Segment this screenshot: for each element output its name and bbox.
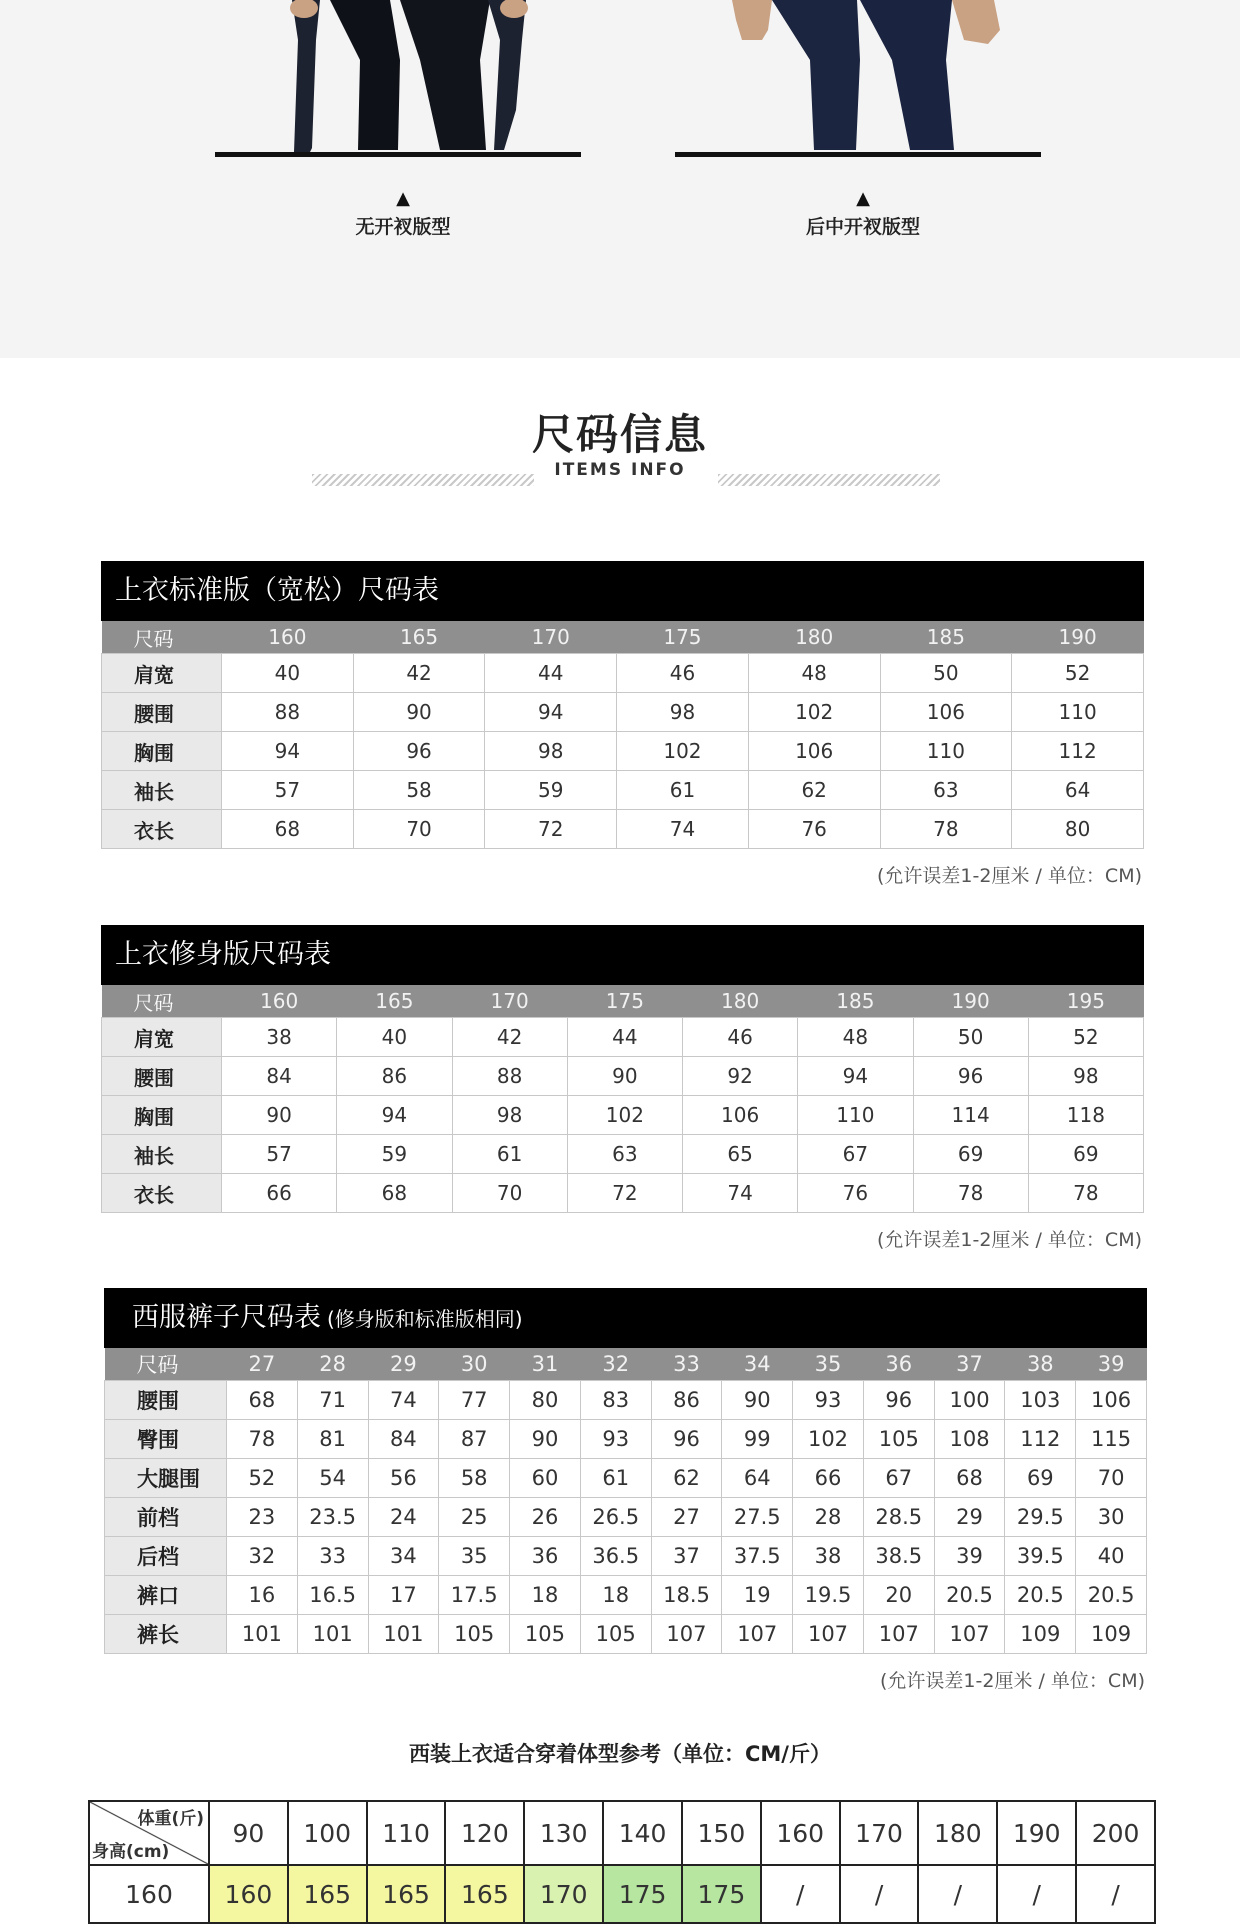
header-cell: 28 (297, 1348, 368, 1381)
size-value-cell: 78 (913, 1174, 1028, 1213)
header-cell: 29 (368, 1348, 439, 1381)
size-value-cell: 70 (1076, 1459, 1147, 1498)
size-table (101, 985, 1144, 1213)
header-cell: 27 (227, 1348, 298, 1381)
size-value-cell: 103 (1005, 1381, 1076, 1420)
size-value-cell: 16.5 (297, 1576, 368, 1615)
header-cell: 180 (748, 621, 880, 654)
size-value-cell: 67 (798, 1135, 913, 1174)
size-value-cell: 52 (227, 1459, 298, 1498)
header-cell: 尺码 (102, 621, 222, 654)
header-cell: 33 (651, 1348, 722, 1381)
size-value-cell: 90 (722, 1381, 793, 1420)
size-value-cell: 57 (222, 1135, 337, 1174)
table-row (105, 1615, 1147, 1654)
size-value-cell: 112 (1005, 1420, 1076, 1459)
header-cell: 39 (1076, 1348, 1147, 1381)
header-cell: 195 (1028, 985, 1143, 1018)
slim-jacket-size-table (101, 925, 1144, 1252)
size-value-cell: 101 (227, 1615, 298, 1654)
size-value-cell: 33 (297, 1537, 368, 1576)
header-cell: 185 (880, 621, 1012, 654)
size-value-cell: 94 (222, 732, 354, 771)
size-value-cell: 56 (368, 1459, 439, 1498)
pants-size-table (104, 1288, 1147, 1693)
size-value-cell: 29 (934, 1498, 1005, 1537)
header-cell: 尺码 (105, 1348, 227, 1381)
table-row (105, 1420, 1147, 1459)
header-cell: 160 (222, 985, 337, 1018)
weight-header-cell: 200 (1076, 1801, 1155, 1865)
header-cell: 30 (439, 1348, 510, 1381)
weight-header-cell: 100 (288, 1801, 367, 1865)
size-value-cell: 32 (227, 1537, 298, 1576)
size-value-cell: 64 (1012, 771, 1144, 810)
size-value-cell: 42 (353, 654, 485, 693)
size-value-cell: 63 (880, 771, 1012, 810)
triangle-up-icon: ▲ (856, 188, 870, 209)
size-value-cell: 68 (934, 1459, 1005, 1498)
size-value-cell: 98 (617, 693, 749, 732)
size-value-cell: 112 (1012, 732, 1144, 771)
tolerance-note: (允许误差1-2厘米 / 单位：CM) (877, 1229, 1142, 1251)
table-row (105, 1576, 1147, 1615)
size-value-cell: 90 (567, 1057, 682, 1096)
size-value-cell: 107 (651, 1615, 722, 1654)
fit-size-cell: / (840, 1865, 919, 1923)
size-value-cell: 74 (368, 1381, 439, 1420)
table-row (102, 693, 1144, 732)
table-header-row (105, 1348, 1147, 1381)
size-value-cell: 50 (913, 1018, 1028, 1057)
size-value-cell: 69 (1028, 1135, 1143, 1174)
size-value-cell: 90 (353, 693, 485, 732)
size-value-cell: 64 (722, 1459, 793, 1498)
model-legs-image-right (732, 0, 1002, 152)
weight-header-cell: 160 (761, 1801, 840, 1865)
size-value-cell: 59 (485, 771, 617, 810)
size-table (104, 1348, 1147, 1654)
header-cell: 180 (683, 985, 798, 1018)
table-row (102, 1096, 1144, 1135)
size-value-cell: 46 (617, 654, 749, 693)
size-value-cell: 80 (510, 1381, 581, 1420)
fit-size-cell: / (918, 1865, 997, 1923)
size-value-cell: 50 (880, 654, 1012, 693)
size-value-cell: 68 (337, 1174, 452, 1213)
size-value-cell: 42 (452, 1018, 567, 1057)
size-value-cell: 20.5 (934, 1576, 1005, 1615)
size-value-cell: 17.5 (439, 1576, 510, 1615)
row-label: 肩宽 (102, 654, 222, 693)
caption-no-vent (303, 190, 503, 239)
weight-header-cell: 90 (209, 1801, 288, 1865)
size-value-cell: 69 (913, 1135, 1028, 1174)
weight-header-row (89, 1801, 1155, 1865)
size-value-cell: 26 (510, 1498, 581, 1537)
header-cell: 34 (722, 1348, 793, 1381)
size-value-cell: 107 (863, 1615, 934, 1654)
size-value-cell: 19.5 (793, 1576, 864, 1615)
size-value-cell: 67 (863, 1459, 934, 1498)
size-value-cell: 18.5 (651, 1576, 722, 1615)
size-value-cell: 39.5 (1005, 1537, 1076, 1576)
size-value-cell: 98 (485, 732, 617, 771)
row-label: 大腿围 (105, 1459, 227, 1498)
size-value-cell: 101 (297, 1615, 368, 1654)
fit-size-cell: 170 (524, 1865, 603, 1923)
size-value-cell: 94 (337, 1096, 452, 1135)
size-value-cell: 84 (368, 1420, 439, 1459)
header-cell: 185 (798, 985, 913, 1018)
size-value-cell: 52 (1012, 654, 1144, 693)
size-value-cell: 84 (222, 1057, 337, 1096)
size-value-cell: 35 (439, 1537, 510, 1576)
size-value-cell: 109 (1005, 1615, 1076, 1654)
size-value-cell: 19 (722, 1576, 793, 1615)
row-label: 臀围 (105, 1420, 227, 1459)
table-row (105, 1381, 1147, 1420)
fit-size-cell: 165 (367, 1865, 446, 1923)
size-value-cell: 48 (798, 1018, 913, 1057)
row-label: 裤长 (105, 1615, 227, 1654)
caption-center-vent (763, 190, 963, 239)
size-value-cell: 105 (580, 1615, 651, 1654)
table-title-note: (修身版和标准版相同) (327, 1307, 523, 1331)
table-header-row (102, 621, 1144, 654)
table-row (102, 1018, 1144, 1057)
header-cell: 175 (617, 621, 749, 654)
weight-axis-label: 体重(斤) (137, 1809, 204, 1829)
size-value-cell: 88 (452, 1057, 567, 1096)
size-value-cell: 78 (227, 1420, 298, 1459)
table-row (105, 1459, 1147, 1498)
size-value-cell: 40 (1076, 1537, 1147, 1576)
header-cell: 36 (863, 1348, 934, 1381)
size-value-cell: 93 (793, 1381, 864, 1420)
row-label: 衣长 (102, 1174, 222, 1213)
row-label: 袖长 (102, 1135, 222, 1174)
size-value-cell: 23 (227, 1498, 298, 1537)
weight-header-cell: 140 (603, 1801, 682, 1865)
size-value-cell: 90 (222, 1096, 337, 1135)
size-value-cell: 110 (798, 1096, 913, 1135)
size-value-cell: 68 (222, 810, 354, 849)
table-header-row (102, 985, 1144, 1018)
size-value-cell: 94 (485, 693, 617, 732)
decor-stripe-left (312, 474, 534, 486)
size-value-cell: 16 (227, 1576, 298, 1615)
row-label: 后档 (105, 1537, 227, 1576)
weight-header-cell: 120 (445, 1801, 524, 1865)
size-value-cell: 37.5 (722, 1537, 793, 1576)
height-axis-label: 身高(cm) (92, 1842, 170, 1862)
weight-header-cell: 170 (840, 1801, 919, 1865)
size-value-cell: 18 (510, 1576, 581, 1615)
row-label: 腰围 (102, 693, 222, 732)
size-value-cell: 66 (222, 1174, 337, 1213)
size-value-cell: 36.5 (580, 1537, 651, 1576)
size-value-cell: 81 (297, 1420, 368, 1459)
size-value-cell: 102 (793, 1420, 864, 1459)
header-cell: 190 (913, 985, 1028, 1018)
size-value-cell: 37 (651, 1537, 722, 1576)
table-row (102, 810, 1144, 849)
size-value-cell: 100 (934, 1381, 1005, 1420)
decor-stripe-right (718, 474, 940, 486)
size-value-cell: 106 (748, 732, 880, 771)
product-photo-section (0, 0, 1240, 358)
size-value-cell: 38 (222, 1018, 337, 1057)
size-value-cell: 59 (337, 1135, 452, 1174)
fit-size-cell: / (1076, 1865, 1155, 1923)
table-row (102, 1174, 1144, 1213)
row-label: 胸围 (102, 732, 222, 771)
row-label: 裤口 (105, 1576, 227, 1615)
table-row (102, 654, 1144, 693)
header-cell: 170 (452, 985, 567, 1018)
size-value-cell: 70 (452, 1174, 567, 1213)
size-value-cell: 96 (651, 1420, 722, 1459)
weight-header-cell: 150 (682, 1801, 761, 1865)
table-title: 西服裤子尺码表 (132, 1302, 321, 1333)
fit-size-cell: / (761, 1865, 840, 1923)
size-value-cell: 34 (368, 1537, 439, 1576)
size-value-cell: 71 (297, 1381, 368, 1420)
size-value-cell: 72 (567, 1174, 682, 1213)
tolerance-note: (允许误差1-2厘米 / 单位：CM) (877, 865, 1142, 887)
size-value-cell: 78 (1028, 1174, 1143, 1213)
model-legs-image-left (290, 0, 530, 152)
size-value-cell: 86 (651, 1381, 722, 1420)
size-value-cell: 110 (1012, 693, 1144, 732)
height-row (89, 1865, 1155, 1923)
weight-header-cell: 130 (524, 1801, 603, 1865)
size-value-cell: 98 (452, 1096, 567, 1135)
row-label: 腰围 (102, 1057, 222, 1096)
row-label: 袖长 (102, 771, 222, 810)
header-cell: 32 (580, 1348, 651, 1381)
size-value-cell: 62 (748, 771, 880, 810)
floor-line-left (215, 152, 581, 157)
size-value-cell: 106 (880, 693, 1012, 732)
size-value-cell: 74 (683, 1174, 798, 1213)
size-value-cell: 17 (368, 1576, 439, 1615)
table-row (105, 1537, 1147, 1576)
size-value-cell: 105 (439, 1615, 510, 1654)
row-label: 前档 (105, 1498, 227, 1537)
size-value-cell: 107 (722, 1615, 793, 1654)
size-value-cell: 57 (222, 771, 354, 810)
size-value-cell: 96 (353, 732, 485, 771)
table-row (102, 732, 1144, 771)
size-value-cell: 58 (353, 771, 485, 810)
size-value-cell: 88 (222, 693, 354, 732)
fit-size-cell: 165 (288, 1865, 367, 1923)
size-value-cell: 102 (617, 732, 749, 771)
weight-header-cell: 110 (367, 1801, 446, 1865)
weight-header-cell: 190 (997, 1801, 1076, 1865)
header-cell: 37 (934, 1348, 1005, 1381)
size-value-cell: 52 (1028, 1018, 1143, 1057)
triangle-up-icon: ▲ (396, 188, 410, 209)
size-value-cell: 107 (934, 1615, 1005, 1654)
size-value-cell: 102 (567, 1096, 682, 1135)
section-title: 尺码信息 (531, 410, 708, 459)
row-label: 衣长 (102, 810, 222, 849)
size-value-cell: 27 (651, 1498, 722, 1537)
row-label: 胸围 (102, 1096, 222, 1135)
header-cell: 38 (1005, 1348, 1076, 1381)
size-value-cell: 94 (798, 1057, 913, 1096)
size-value-cell: 68 (227, 1381, 298, 1420)
size-value-cell: 93 (580, 1420, 651, 1459)
size-value-cell: 36 (510, 1537, 581, 1576)
section-heading (0, 410, 1240, 480)
size-value-cell: 105 (510, 1615, 581, 1654)
size-value-cell: 106 (1076, 1381, 1147, 1420)
size-value-cell: 98 (1028, 1057, 1143, 1096)
size-value-cell: 18 (580, 1576, 651, 1615)
size-value-cell: 23.5 (297, 1498, 368, 1537)
size-value-cell: 61 (617, 771, 749, 810)
size-value-cell: 30 (1076, 1498, 1147, 1537)
size-value-cell: 24 (368, 1498, 439, 1537)
header-cell: 160 (222, 621, 354, 654)
size-value-cell: 69 (1005, 1459, 1076, 1498)
size-value-cell: 74 (617, 810, 749, 849)
header-cell: 175 (567, 985, 682, 1018)
size-value-cell: 114 (913, 1096, 1028, 1135)
corner-cell (89, 1801, 209, 1865)
size-value-cell: 65 (683, 1135, 798, 1174)
size-value-cell: 38.5 (863, 1537, 934, 1576)
size-value-cell: 48 (748, 654, 880, 693)
table-title: 上衣修身版尺码表 (101, 925, 1144, 985)
size-value-cell: 44 (567, 1018, 682, 1057)
table-row (102, 771, 1144, 810)
size-value-cell: 29.5 (1005, 1498, 1076, 1537)
header-cell: 170 (485, 621, 617, 654)
fit-size-cell: 165 (445, 1865, 524, 1923)
table-title-bar (104, 1288, 1147, 1348)
height-label-cell: 160 (89, 1865, 209, 1923)
size-value-cell: 38 (793, 1537, 864, 1576)
size-value-cell: 83 (580, 1381, 651, 1420)
size-value-cell: 118 (1028, 1096, 1143, 1135)
size-value-cell: 80 (1012, 810, 1144, 849)
header-cell: 尺码 (102, 985, 222, 1018)
size-value-cell: 20 (863, 1576, 934, 1615)
size-value-cell: 58 (439, 1459, 510, 1498)
size-value-cell: 70 (353, 810, 485, 849)
size-table (101, 621, 1144, 849)
size-value-cell: 20.5 (1005, 1576, 1076, 1615)
size-value-cell: 20.5 (1076, 1576, 1147, 1615)
tolerance-note: (允许误差1-2厘米 / 单位：CM) (880, 1670, 1145, 1692)
row-label: 肩宽 (102, 1018, 222, 1057)
caption-center-vent-label: 后中开衩版型 (805, 216, 920, 238)
header-cell: 35 (793, 1348, 864, 1381)
weight-header-cell: 180 (918, 1801, 997, 1865)
size-value-cell: 61 (452, 1135, 567, 1174)
size-value-cell: 86 (337, 1057, 452, 1096)
size-value-cell: 92 (683, 1057, 798, 1096)
size-value-cell: 63 (567, 1135, 682, 1174)
size-value-cell: 76 (798, 1174, 913, 1213)
section-subtitle: ITEMS INFO (554, 460, 686, 480)
size-value-cell: 106 (683, 1096, 798, 1135)
size-value-cell: 40 (222, 654, 354, 693)
size-value-cell: 66 (793, 1459, 864, 1498)
size-value-cell: 61 (580, 1459, 651, 1498)
size-value-cell: 72 (485, 810, 617, 849)
table-title: 上衣标准版（宽松）尺码表 (101, 561, 1144, 621)
size-value-cell: 27.5 (722, 1498, 793, 1537)
fit-size-cell: 175 (603, 1865, 682, 1923)
size-value-cell: 54 (297, 1459, 368, 1498)
table-row (105, 1498, 1147, 1537)
size-value-cell: 44 (485, 654, 617, 693)
size-value-cell: 28.5 (863, 1498, 934, 1537)
size-value-cell: 108 (934, 1420, 1005, 1459)
fit-size-cell: / (997, 1865, 1076, 1923)
row-label: 腰围 (105, 1381, 227, 1420)
size-value-cell: 101 (368, 1615, 439, 1654)
size-value-cell: 62 (651, 1459, 722, 1498)
header-cell: 165 (353, 621, 485, 654)
size-value-cell: 28 (793, 1498, 864, 1537)
size-value-cell: 76 (748, 810, 880, 849)
size-value-cell: 40 (337, 1018, 452, 1057)
size-value-cell: 109 (1076, 1615, 1147, 1654)
floor-line-right (675, 152, 1041, 157)
size-value-cell: 96 (913, 1057, 1028, 1096)
header-cell: 31 (510, 1348, 581, 1381)
table-row (102, 1135, 1144, 1174)
body-type-title: 西装上衣适合穿着体型参考（单位：CM/斤） (409, 1742, 831, 1766)
size-value-cell: 102 (748, 693, 880, 732)
size-value-cell: 87 (439, 1420, 510, 1459)
fit-size-cell: 175 (682, 1865, 761, 1923)
size-value-cell: 90 (510, 1420, 581, 1459)
size-value-cell: 105 (863, 1420, 934, 1459)
size-value-cell: 77 (439, 1381, 510, 1420)
size-value-cell: 25 (439, 1498, 510, 1537)
size-value-cell: 39 (934, 1537, 1005, 1576)
size-value-cell: 46 (683, 1018, 798, 1057)
header-cell: 190 (1012, 621, 1144, 654)
body-type-table (88, 1800, 1156, 1924)
header-cell: 165 (337, 985, 452, 1018)
caption-no-vent-label: 无开衩版型 (355, 216, 451, 238)
size-value-cell: 60 (510, 1459, 581, 1498)
size-value-cell: 107 (793, 1615, 864, 1654)
size-value-cell: 115 (1076, 1420, 1147, 1459)
size-value-cell: 99 (722, 1420, 793, 1459)
standard-jacket-size-table (101, 561, 1144, 888)
table-row (102, 1057, 1144, 1096)
fit-size-cell: 160 (209, 1865, 288, 1923)
size-value-cell: 96 (863, 1381, 934, 1420)
size-value-cell: 26.5 (580, 1498, 651, 1537)
size-value-cell: 78 (880, 810, 1012, 849)
size-value-cell: 110 (880, 732, 1012, 771)
